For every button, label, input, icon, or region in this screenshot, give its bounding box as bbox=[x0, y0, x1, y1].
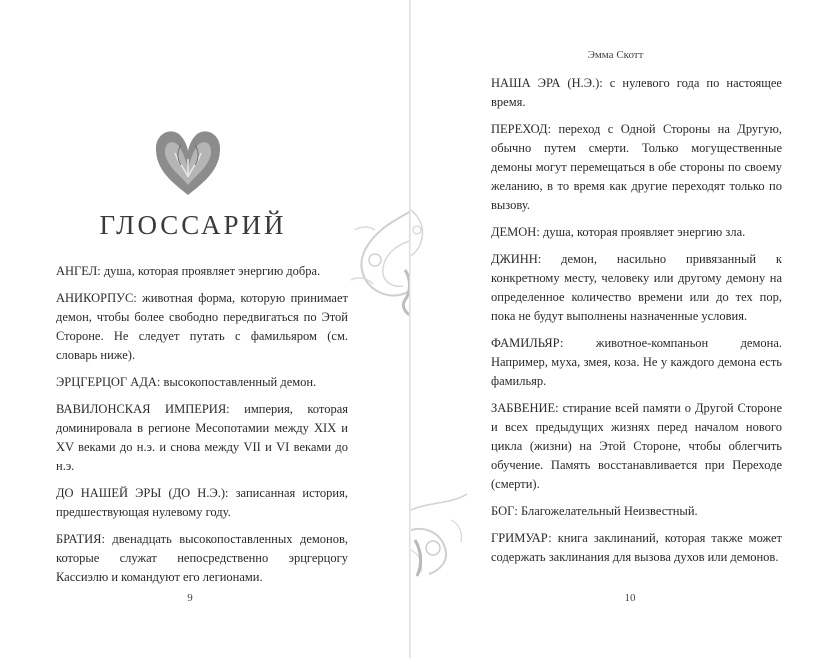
glossary-list-right bbox=[491, 74, 782, 575]
glossary-entry: ДЕМОН: душа, которая проявляет энергию зла. bbox=[491, 225, 746, 239]
glossary-entry: АНГЕЛ: душа, которая проявляет энергию добра. bbox=[56, 264, 321, 278]
glossary-entry: ПЕРЕХОД: переход с Одной Стороны на Другую, обычно путем смерти. Только могущественные демоны могут перемещаться в обе стороны по своему желанию, в то время как другие переходят только по вызову. bbox=[491, 122, 782, 212]
glossary-entry: ФАМИЛЬЯР: животное-компаньон демона. Например, муха, змея, коза. Не у каждого демона есть фамильяр. bbox=[491, 336, 782, 388]
running-head: Эмма Скотт bbox=[587, 49, 644, 61]
glossary-entry: БРАТИЯ: двенадцать высокопоставленных демонов, которые служат непосредственно эрцгерцогу Кассиэлю и командуют его легионами. bbox=[56, 532, 348, 584]
floral-ornament-icon bbox=[345, 200, 415, 320]
glossary-entry: БОГ: Благожелательный Неизвестный. bbox=[491, 504, 698, 518]
glossary-entry: ЭРЦГЕРЦОГ АДА: высокопоставленный демон. bbox=[56, 375, 317, 389]
glossary-entry: ВАВИЛОНСКАЯ ИМПЕРИЯ: империя, которая доминировала в регионе Месопотамии между XIX и XV веками до н.э. и снова между VII и VI веками до н.э. bbox=[56, 402, 348, 473]
floral-ornament-icon bbox=[411, 200, 441, 260]
glossary-entry: ЗАБВЕНИЕ: стирание всей памяти о Другой Стороне и всех предыдущих жизнях перед началом нового цикла (жизни) на Этой Стороне, чтобы облегчить обучение. Память восстанавливается при Переходе (смерти). bbox=[491, 401, 782, 491]
glossary-entry: НАША ЭРА (Н.Э.): с нулевого года по настоящее время. bbox=[491, 76, 782, 109]
glossary-entry: ГРИМУАР: книга заклинаний, которая также может содержать заклинания для вызова духов или демонов. bbox=[491, 531, 782, 564]
glossary-entry: АНИКОРПУС: животная форма, которую принимает демон, чтобы более свободно передвигаться по Этой Стороне. Не следует путать с фамильяром (см. словарь ниже). bbox=[56, 291, 348, 362]
page-number-right: 10 bbox=[624, 592, 636, 604]
glossary-entry: ДО НАШЕЙ ЭРЫ (ДО Н.Э.): записанная история, предшествующая нулевому году. bbox=[56, 486, 348, 519]
floral-ornament-icon bbox=[411, 490, 471, 580]
page-number-left: 9 bbox=[187, 592, 193, 604]
heart-wings-emblem bbox=[153, 125, 223, 197]
glossary-title: ГЛОССАРИЙ bbox=[99, 210, 287, 240]
glossary-list-left bbox=[56, 262, 348, 595]
glossary-entry: ДЖИНН: демон, насильно привязанный к конкретному месту, человеку или другому демону на определенное количество времени или до тех пор, пока не будут выполнены назначенные условия. bbox=[491, 252, 782, 323]
